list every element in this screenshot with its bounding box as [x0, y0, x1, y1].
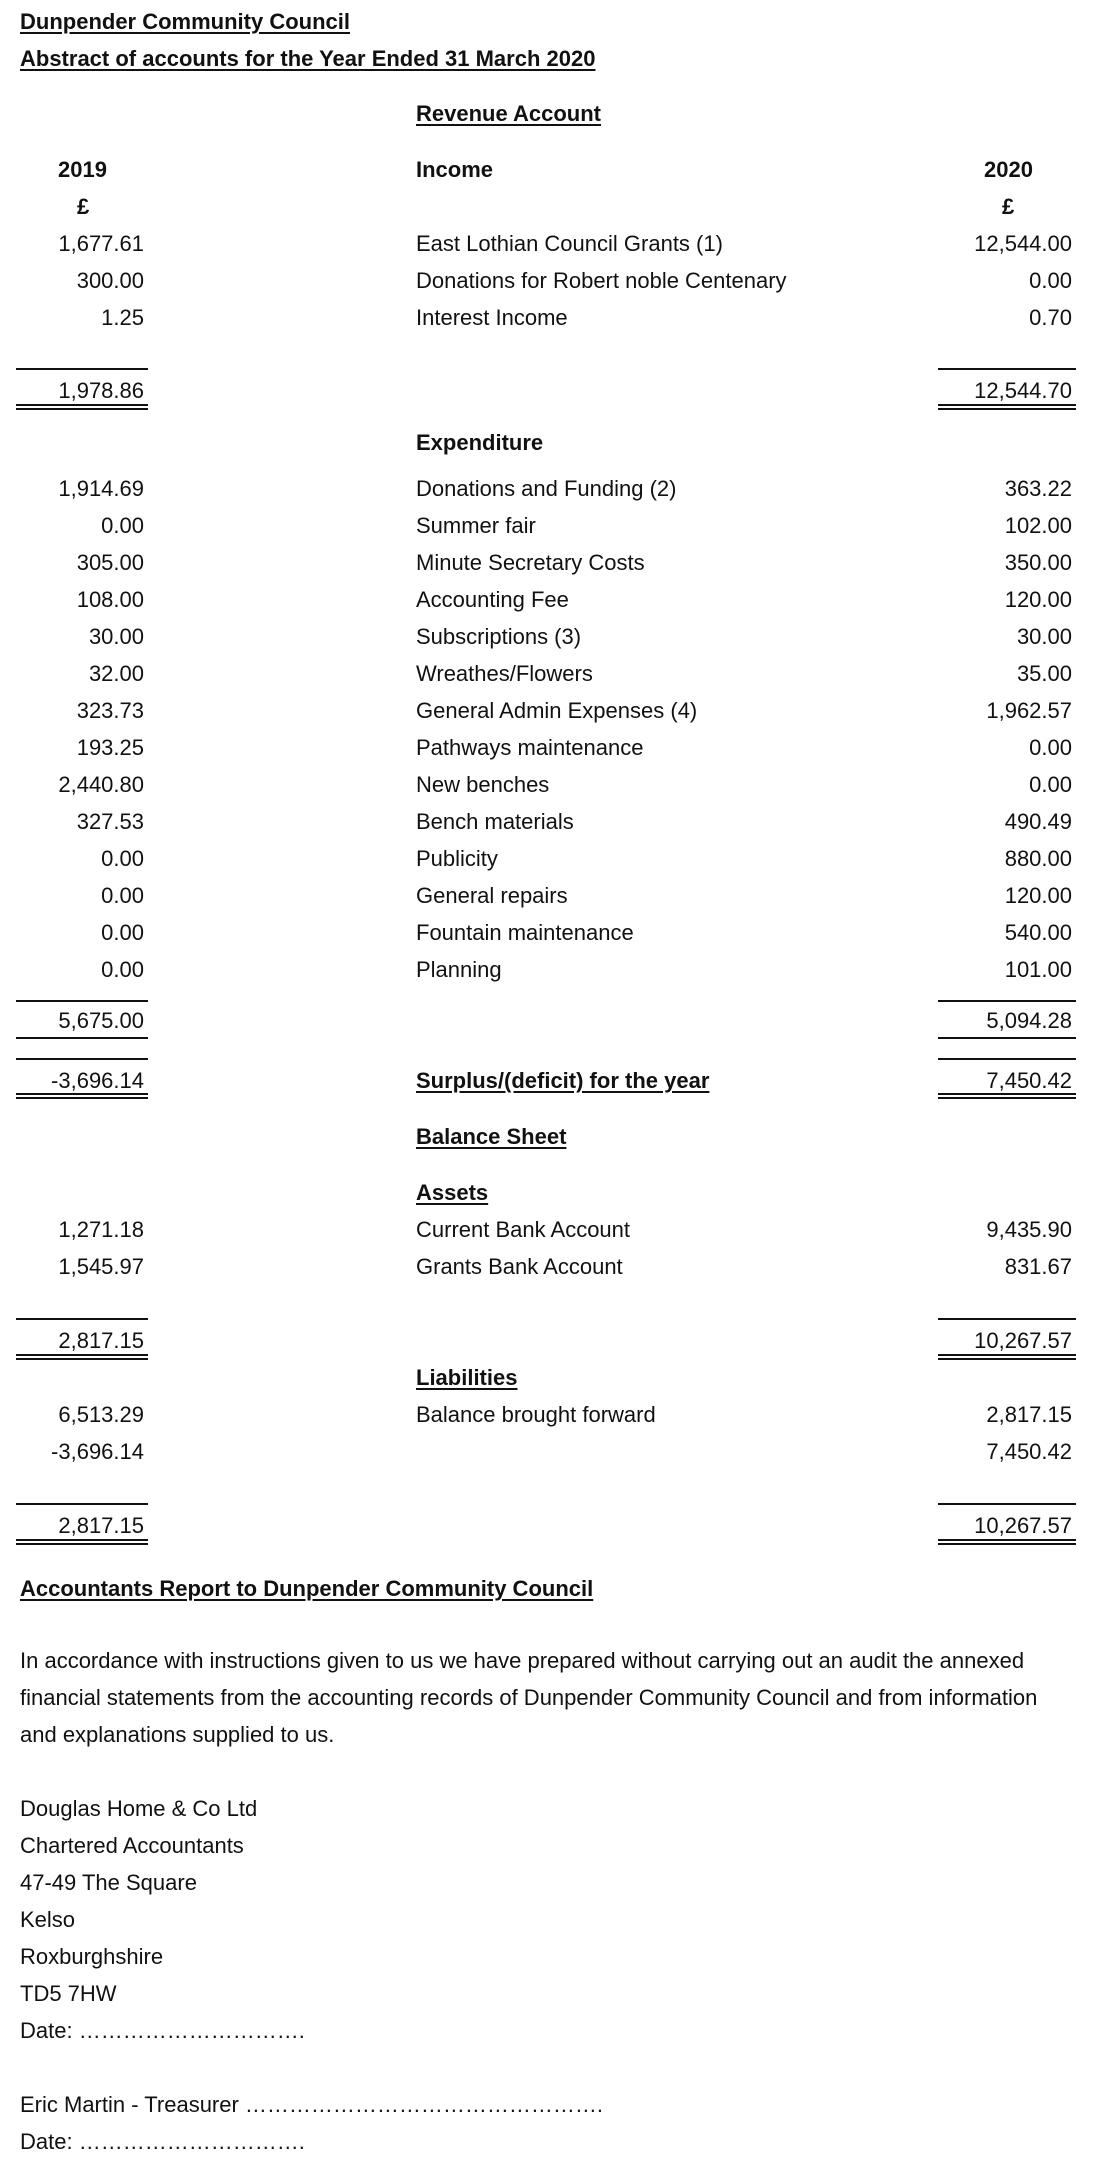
expenditure-row-2019: 193.25 [76, 735, 144, 760]
balance-sheet-heading: Balance Sheet [416, 1124, 567, 1149]
report-paragraph-line: In accordance with instructions given to us we have prepared without carrying out an audit the annexed [20, 1648, 1025, 1673]
revenue-account-heading: Revenue Account [416, 101, 602, 126]
organisation-title: Dunpender Community Council [20, 9, 350, 34]
treasurer-signature-line: Eric Martin - Treasurer …………………………………………. [20, 2092, 604, 2117]
expenditure-row-2019: 323.73 [76, 698, 144, 723]
assets-row-2020: 9,435.90 [986, 1217, 1072, 1242]
expenditure-row-label: Fountain maintenance [416, 920, 634, 945]
surplus-top-rule [938, 1058, 1076, 1060]
assets-total-2020: 10,267.57 [974, 1328, 1072, 1353]
expenditure-row-label: Summer fair [416, 513, 536, 538]
income-total-top-rule [16, 368, 148, 370]
income-row-1-label: East Lothian Council Grants (1) [416, 231, 723, 256]
liabilities-row-2020: 7,450.42 [986, 1439, 1072, 1464]
expenditure-total-top-rule [16, 1000, 148, 1002]
accountant-address [20, 1790, 1100, 2049]
surplus-top-rule [16, 1058, 148, 1060]
income-total-2019: 1,978.86 [58, 378, 144, 403]
surplus-2019: -3,696.14 [51, 1068, 144, 1093]
liabilities-total-2019: 2,817.15 [58, 1513, 144, 1538]
expenditure-row-label: Wreathes/Flowers [416, 661, 593, 686]
expenditure-row-label: Donations and Funding (2) [416, 476, 677, 501]
expenditure-row-label: General Admin Expenses (4) [416, 698, 698, 723]
expenditure-row-2019: 305.00 [76, 550, 144, 575]
expenditure-row-2020: 350.00 [1004, 550, 1072, 575]
income-row-2-2019: 300.00 [76, 268, 144, 293]
liabilities-total-top-rule [16, 1503, 148, 1505]
currency-symbol-2020: £ [1002, 194, 1015, 219]
expenditure-row-label: Subscriptions (3) [416, 624, 582, 649]
address-line: TD5 7HW [20, 1981, 117, 2006]
expenditure-total-top-rule [938, 1000, 1076, 1002]
liabilities-total-double-rule [16, 1539, 148, 1545]
assets-row-2019: 1,545.97 [58, 1254, 144, 1279]
expenditure-row-2019: 0.00 [101, 846, 144, 871]
income-row-2-2020: 0.00 [1029, 268, 1072, 293]
column-header-2019: 2019 [58, 157, 107, 182]
expenditure-row-label: New benches [416, 772, 550, 797]
expenditure-row-label: Accounting Fee [416, 587, 569, 612]
expenditure-row-2020: 363.22 [1004, 476, 1072, 501]
expenditure-row-2020: 101.00 [1004, 957, 1072, 982]
expenditure-row-2020: 102.00 [1004, 513, 1072, 538]
expenditure-row-label: Minute Secretary Costs [416, 550, 645, 575]
assets-total-top-rule [938, 1318, 1076, 1320]
expenditure-row-2020: 1,962.57 [986, 698, 1072, 723]
address-line: Roxburghshire [20, 1944, 164, 1969]
liabilities-total-2020: 10,267.57 [974, 1513, 1072, 1538]
surplus-double-rule [938, 1093, 1076, 1099]
expenditure-row-2020: 120.00 [1004, 883, 1072, 908]
liabilities-row-2019: -3,696.14 [51, 1439, 144, 1464]
expenditure-row-2020: 540.00 [1004, 920, 1072, 945]
surplus-2020: 7,450.42 [986, 1068, 1072, 1093]
accountant-date-line: Date: …………………………. [20, 2018, 305, 2043]
income-row-1-2020: 12,544.00 [974, 231, 1072, 256]
expenditure-row-2019: 30.00 [88, 624, 144, 649]
liabilities-row-2020: 2,817.15 [986, 1402, 1072, 1427]
income-total-double-rule [938, 404, 1076, 410]
surplus-label: Surplus/(deficit) for the year [416, 1068, 710, 1093]
income-row-1-2019: 1,677.61 [58, 231, 144, 256]
expenditure-row-2019: 1,914.69 [58, 476, 144, 501]
expenditure-row-label: Pathways maintenance [416, 735, 644, 760]
assets-total-double-rule [938, 1354, 1076, 1360]
report-paragraph [20, 1642, 1100, 1753]
expenditure-row-2020: 120.00 [1004, 587, 1072, 612]
expenditure-row-2019: 2,440.80 [58, 772, 144, 797]
expenditure-total-2020: 5,094.28 [986, 1008, 1072, 1033]
income-row-3-label: Interest Income [416, 305, 568, 330]
assets-heading: Assets [416, 1180, 489, 1205]
address-line: 47-49 The Square [20, 1870, 197, 1895]
income-row-2-label: Donations for Robert noble Centenary [416, 268, 787, 293]
expenditure-total-bottom-rule [938, 1037, 1076, 1039]
assets-row-label: Current Bank Account [416, 1217, 631, 1242]
assets-total-top-rule [16, 1318, 148, 1320]
liabilities-row-2019: 6,513.29 [58, 1402, 144, 1427]
expenditure-row-2020: 880.00 [1004, 846, 1072, 871]
document-subtitle: Abstract of accounts for the Year Ended 31 March 2020 [20, 46, 596, 71]
expenditure-row-2019: 32.00 [88, 661, 144, 686]
expenditure-row-2020: 35.00 [1016, 661, 1072, 686]
income-total-2020: 12,544.70 [974, 378, 1072, 403]
expenditure-heading: Expenditure [416, 430, 544, 455]
expenditure-row-label: General repairs [416, 883, 568, 908]
expenditure-row-label: Publicity [416, 846, 498, 871]
expenditure-row-2019: 327.53 [76, 809, 144, 834]
income-row-3-2019: 1.25 [101, 305, 144, 330]
liabilities-heading: Liabilities [416, 1365, 518, 1390]
report-heading: Accountants Report to Dunpender Community Council [20, 1576, 594, 1601]
expenditure-row-2019: 0.00 [101, 513, 144, 538]
assets-row-2019: 1,271.18 [58, 1217, 144, 1242]
expenditure-row-2020: 30.00 [1016, 624, 1072, 649]
expenditure-row-2019: 108.00 [76, 587, 144, 612]
expenditure-row-label: Bench materials [416, 809, 574, 834]
surplus-double-rule [16, 1093, 148, 1099]
report-paragraph-line: financial statements from the accounting records of Dunpender Community Council and from information [20, 1685, 1038, 1710]
address-line: Chartered Accountants [20, 1833, 244, 1858]
expenditure-row-2020: 0.00 [1029, 735, 1072, 760]
currency-symbol-2019: £ [77, 194, 90, 219]
income-heading: Income [416, 157, 494, 182]
income-total-double-rule [16, 404, 148, 410]
expenditure-row-2019: 0.00 [101, 920, 144, 945]
expenditure-row-2020: 490.49 [1004, 809, 1072, 834]
assets-row-label: Grants Bank Account [416, 1254, 623, 1279]
liabilities-total-double-rule [938, 1539, 1076, 1545]
assets-total-double-rule [16, 1354, 148, 1360]
assets-total-2019: 2,817.15 [58, 1328, 144, 1353]
column-header-2020: 2020 [984, 157, 1033, 182]
address-line: Douglas Home & Co Ltd [20, 1796, 258, 1821]
income-row-3-2020: 0.70 [1029, 305, 1072, 330]
report-paragraph-line: and explanations supplied to us. [20, 1722, 335, 1747]
expenditure-row-2019: 0.00 [101, 883, 144, 908]
liabilities-row-label: Balance brought forward [416, 1402, 656, 1427]
expenditure-row-2019: 0.00 [101, 957, 144, 982]
expenditure-row-2020: 0.00 [1029, 772, 1072, 797]
address-line: Kelso [20, 1907, 76, 1932]
liabilities-total-top-rule [938, 1503, 1076, 1505]
assets-row-2020: 831.67 [1004, 1254, 1072, 1279]
treasurer-signoff [20, 2086, 1100, 2160]
expenditure-total-2019: 5,675.00 [58, 1008, 144, 1033]
expenditure-total-bottom-rule [16, 1037, 148, 1039]
expenditure-row-label: Planning [416, 957, 502, 982]
treasurer-date-line: Date: …………………………. [20, 2129, 305, 2154]
income-total-top-rule [938, 368, 1076, 370]
